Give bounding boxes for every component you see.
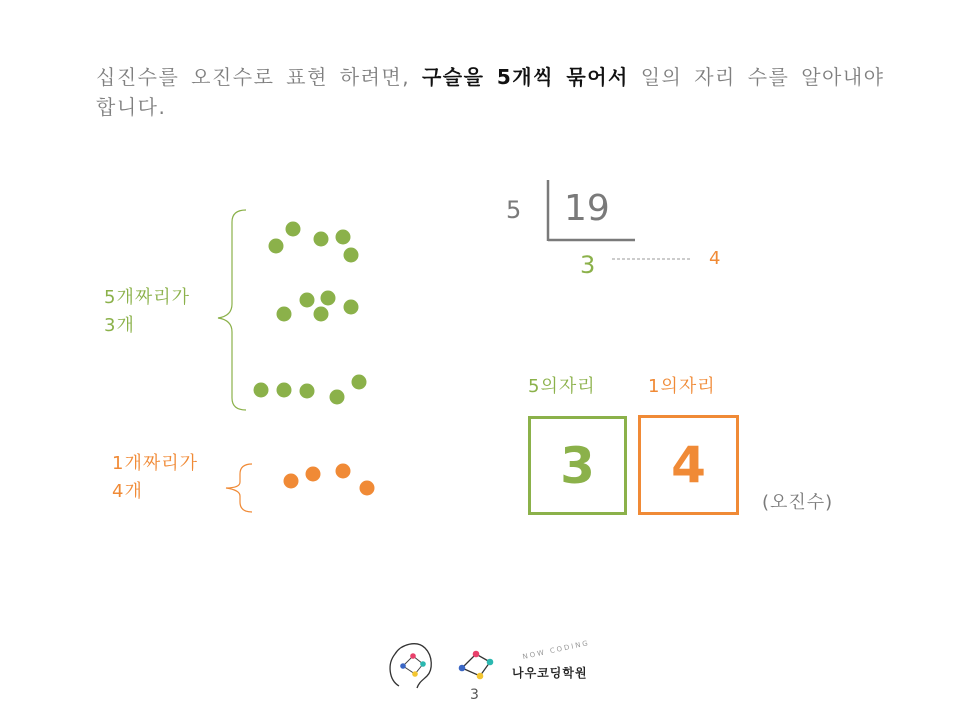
orange-ball: [306, 467, 321, 482]
green-ball: [321, 291, 336, 306]
network-logo-icon: [456, 646, 498, 682]
fives-digit: 3: [560, 436, 595, 495]
green-ball: [254, 383, 269, 398]
divisor: 5: [506, 196, 522, 224]
green-ball: [300, 384, 315, 399]
green-ball: [277, 307, 292, 322]
page-number: 3: [470, 687, 479, 703]
green-ball: [277, 383, 292, 398]
ones-digit: 4: [671, 436, 706, 494]
intro-part1: 십진수를 오진수로 표현 하려면,: [96, 65, 422, 89]
green-ball: [336, 230, 351, 245]
five-group-label-line1: 5개짜리가: [104, 287, 191, 308]
green-ball: [352, 375, 367, 390]
orange-brace: [226, 464, 252, 512]
five-group-label-line2: 3개: [104, 315, 135, 336]
dividend: 19: [564, 188, 610, 229]
intro-highlight: 구슬을 5개씩 묶어서: [421, 65, 629, 89]
ones-place-label: 1의자리: [648, 376, 716, 397]
base-note: (오진수): [762, 492, 834, 513]
green-ball: [314, 232, 329, 247]
orange-ball: [284, 474, 299, 489]
orange-ball: [336, 464, 351, 479]
remainder: 4: [709, 248, 721, 269]
brain-logo-icon: [385, 636, 435, 692]
quotient: 3: [580, 251, 596, 279]
fives-place-label: 5의자리: [528, 376, 596, 397]
brand-name: 나우코딩학원: [512, 666, 588, 680]
green-ball: [314, 307, 329, 322]
intro-part2: 일의 자리 수를 알아내야 합니다.: [96, 65, 885, 119]
one-group-label-line1: 1개짜리가: [112, 453, 199, 474]
orange-ball: [360, 481, 375, 496]
brand-small-text: NOW CODING: [521, 638, 591, 662]
one-group-label-line2: 4개: [112, 481, 143, 502]
green-ball: [269, 239, 284, 254]
fives-digit-box: [528, 416, 627, 515]
ones-digit-box: [638, 415, 739, 515]
green-ball: [330, 390, 345, 405]
green-ball: [344, 248, 359, 263]
green-ball: [344, 300, 359, 315]
green-brace: [218, 210, 246, 410]
green-ball: [286, 222, 301, 237]
green-ball: [300, 293, 315, 308]
